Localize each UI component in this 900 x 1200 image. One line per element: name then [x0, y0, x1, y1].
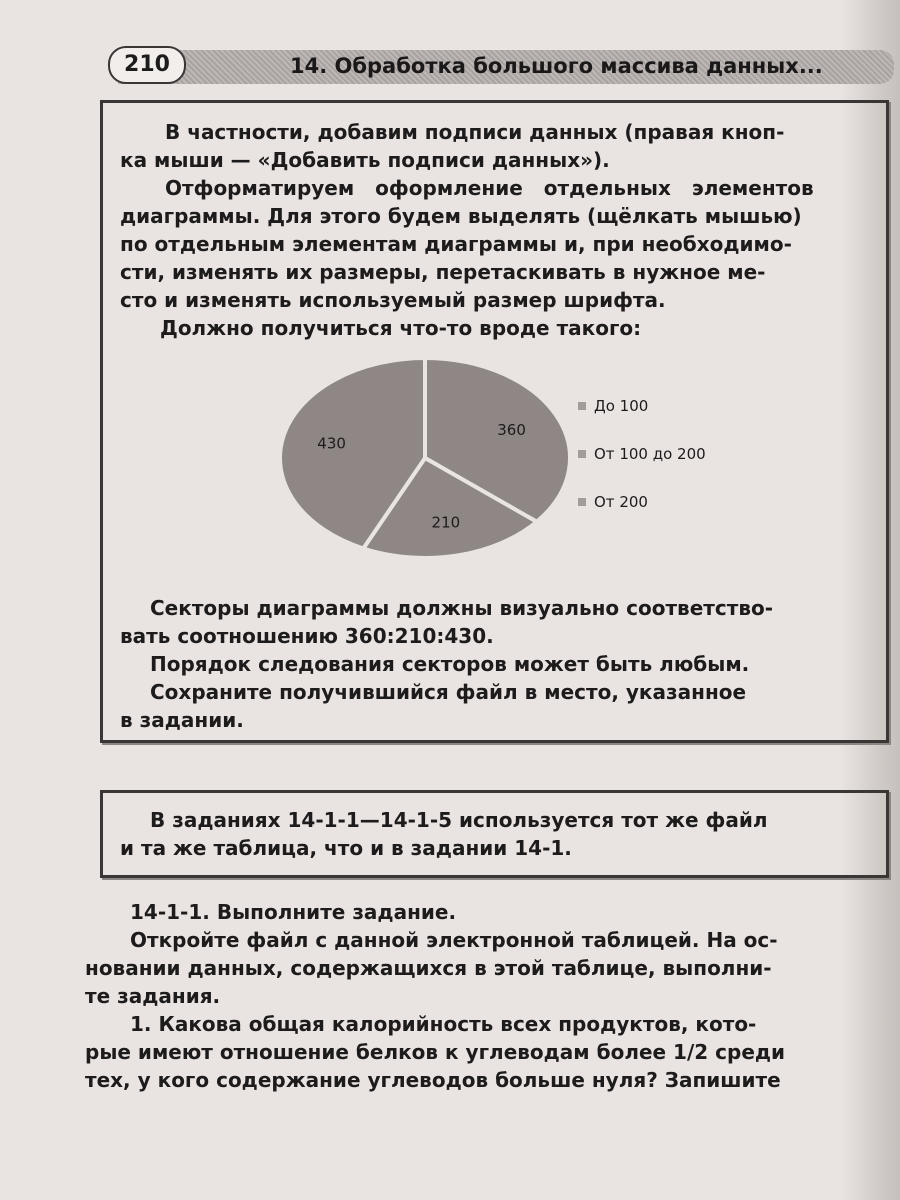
- box-text-line: сто и изменять используемый размер шрифта.: [120, 288, 666, 312]
- running-header-title: 14. Обработка большого массива данных...: [290, 54, 823, 78]
- legend-swatch: [578, 402, 586, 410]
- legend-entry: От 100 до 200: [594, 445, 706, 463]
- task-text-line: тех, у кого содержание углеводов больше нуля? Запишите: [85, 1068, 781, 1092]
- page-number: 210: [108, 46, 186, 84]
- task-text-line: новании данных, содержащихся в этой таблице, выполни-: [85, 956, 772, 980]
- legend-swatch: [578, 498, 586, 506]
- task-heading: 14-1-1. Выполните задание.: [130, 900, 457, 924]
- task-text-line: рые имеют отношение белков к углеводам более 1/2 среди: [85, 1040, 786, 1064]
- note-text-line: В заданиях 14-1-1—14-1-5 используется тот же файл: [150, 808, 768, 832]
- box-text-line: вать соотношению 360:210:430.: [120, 624, 494, 648]
- box-text-line: по отдельным элементам диаграммы и, при необходимо-: [120, 232, 792, 256]
- pie-data-label: 430: [317, 434, 346, 453]
- pie-chart: [260, 340, 720, 580]
- box-text-line: Порядок следования секторов может быть любым.: [150, 652, 750, 676]
- box-text-line: Секторы диаграммы должны визуально соответство-: [150, 596, 774, 620]
- pie-data-label: 210: [431, 513, 461, 532]
- task-text-line: те задания.: [85, 984, 221, 1008]
- legend-swatch: [578, 450, 586, 458]
- box-text-line: Отформатируем оформление отдельных элементов: [165, 176, 814, 200]
- task-text-line: 1. Какова общая калорийность всех продуктов, кото-: [130, 1012, 757, 1036]
- legend-entry: От 200: [594, 493, 648, 511]
- box-text-line: Сохраните получившийся файл в место, указанное: [150, 680, 747, 704]
- box-text-line: В частности, добавим подписи данных (правая кноп-: [165, 120, 785, 144]
- pie-data-label: 360: [497, 420, 526, 439]
- task-text-line: Откройте файл с данной электронной таблицей. На ос-: [130, 928, 778, 952]
- legend-entry: До 100: [594, 397, 649, 415]
- box-text-line: ка мыши — «Добавить подписи данных»).: [120, 148, 610, 172]
- box-text-line: сти, изменять их размеры, перетаскивать в нужное ме-: [120, 260, 766, 284]
- box-text-line: диаграммы. Для этого будем выделять (щёлкать мышью): [120, 204, 802, 228]
- box-text-line: в задании.: [120, 708, 244, 732]
- note-text-line: и та же таблица, что и в задании 14-1.: [120, 836, 572, 860]
- box-text-line: Должно получиться что-то вроде такого:: [160, 316, 642, 340]
